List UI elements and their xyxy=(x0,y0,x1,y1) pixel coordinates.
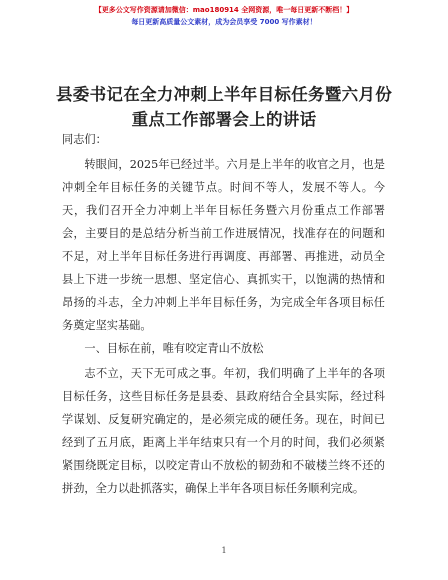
paragraph-intro: 转眼间，2025年已经过半。六月是上半年的收官之月，也是冲刺全年目标任务的关键节点。时间不等人，发展不等人。今天，我们召开全力冲刺上半年目标任务暨六月份重点工作部署会，主要目的是总结分析当前工作进展情况，找准存在的问题和不足，对上半年目标任务进行再调度、再部署、再推进，动员全县上下进一步统一思想、坚定信心、真抓实干，以饱满的热情和昂扬的斗志，全力冲刺上半年目标任务，为完成全年各项目标任务奠定坚实基础。 xyxy=(62,158,385,332)
title-line-2: 重点工作部署会上的讲话 xyxy=(131,110,317,129)
document-title xyxy=(40,82,408,132)
title-line-1: 县委书记在全力冲刺上半年目标任务暨六月份 xyxy=(56,85,392,104)
section-heading-1: 一、目标在前，唯有咬定青山不放松 xyxy=(84,342,264,355)
paragraph-section-1: 志不立，天下无可成之事。年初，我们明确了上半年的各项目标任务，这些目标任务是县委、县政府结合全县实际，经过科学谋划、反复研究确定的，是必须完成的硬任务。现在，时间已经到了五月底，距离上半年结束只有一个月的时间，我们必须紧紧围绕既定目标，以咬定青山不放松的韧劲和不破楼兰终不还的拼劲，全力以赴抓落实，确保上半年各项目标任务顺利完成。 xyxy=(62,367,385,495)
salutation: 同志们： xyxy=(62,133,107,146)
promo-banner-line1: 【更多公文写作资源请加微信：mao180914 全网资源，唯一每日更新不断档！】 xyxy=(94,6,354,14)
document-body xyxy=(62,128,385,500)
promo-banner-line2: 每日更新高质量公文素材，成为会员享受 7000 写作素材！ xyxy=(131,18,317,26)
page-number: 1 xyxy=(221,546,227,555)
